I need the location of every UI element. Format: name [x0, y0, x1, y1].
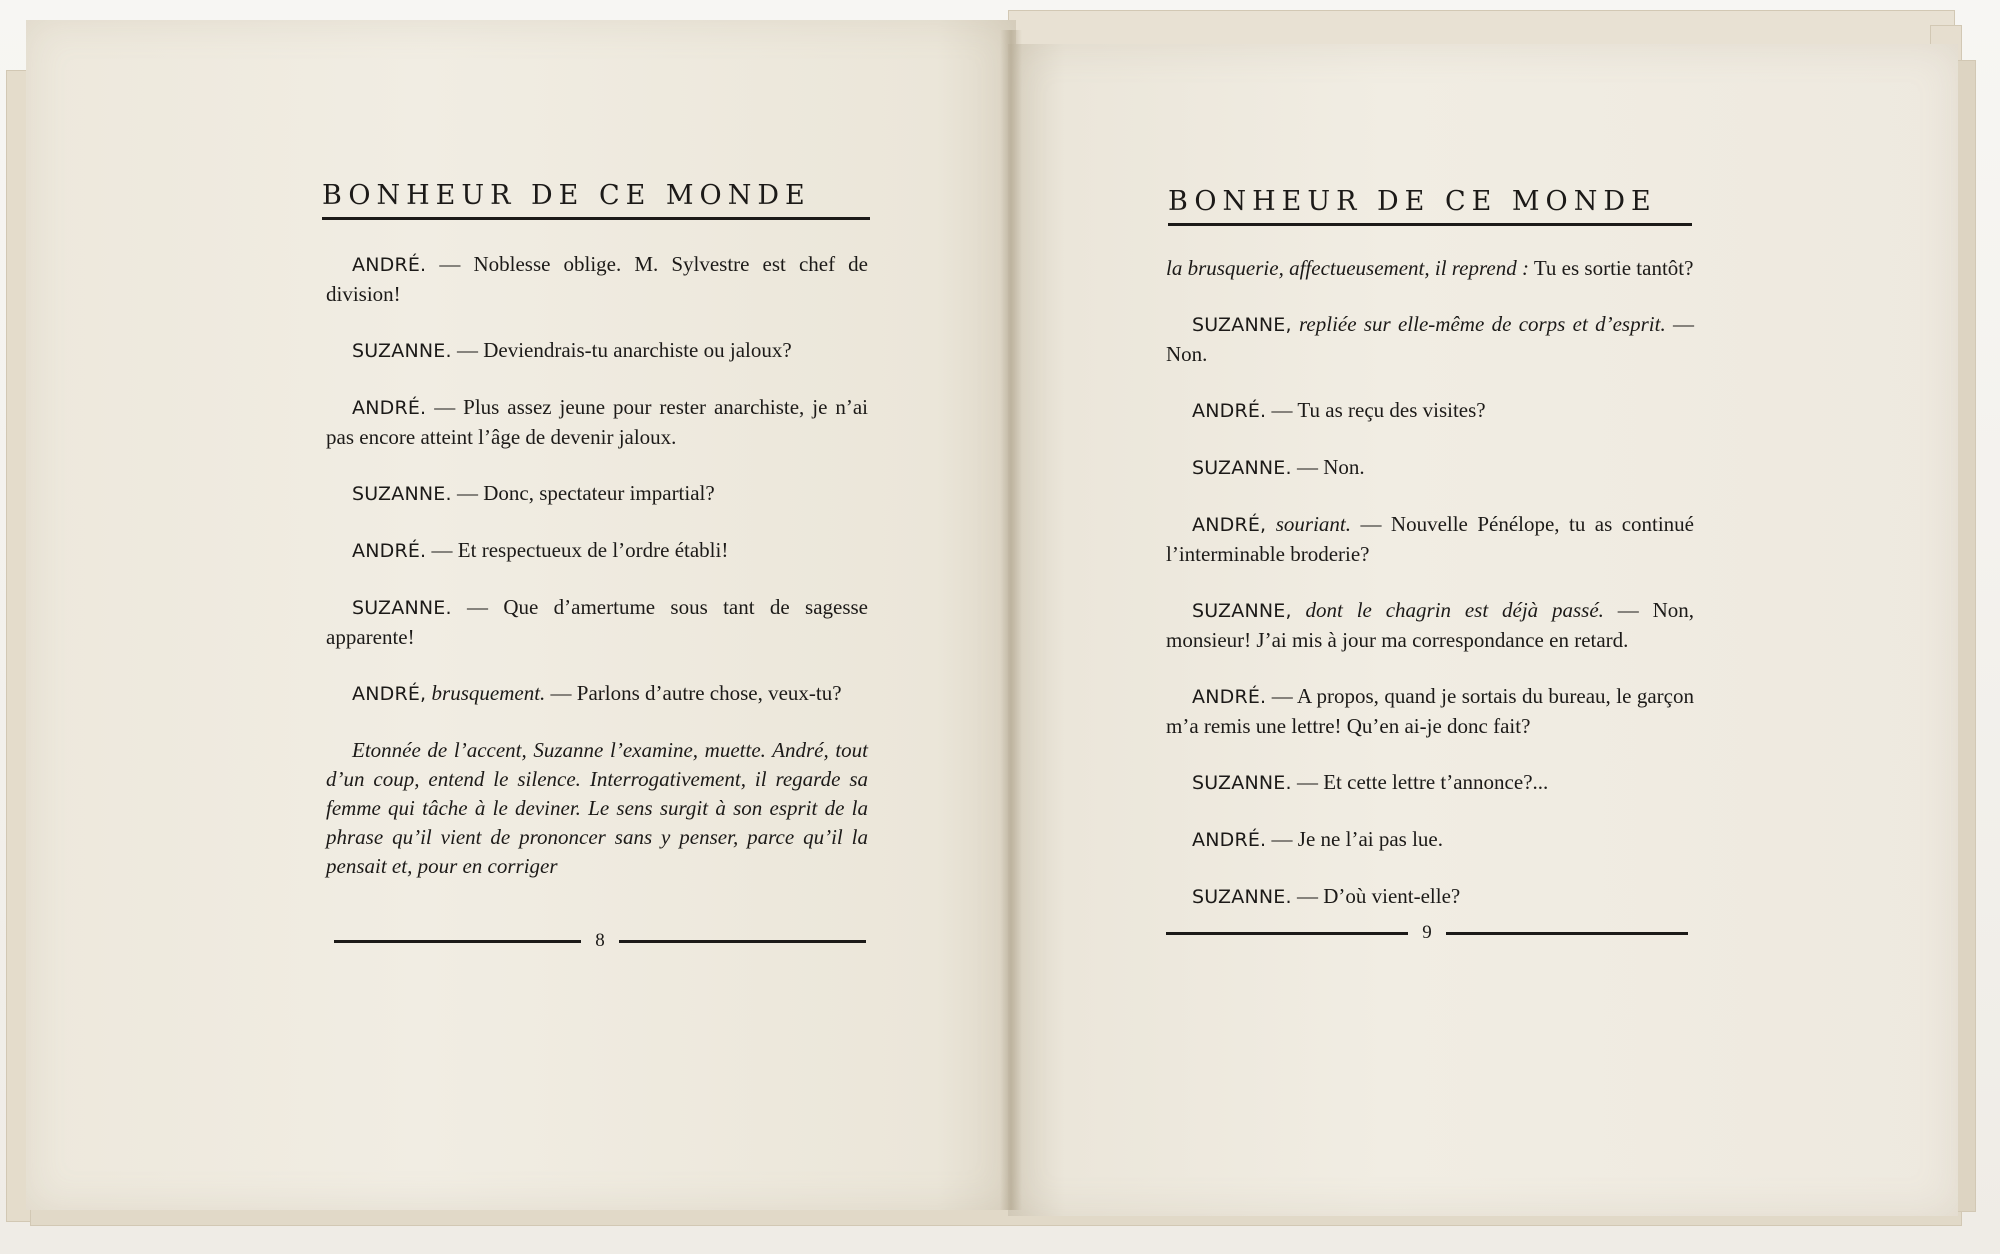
dialogue-line — [1166, 596, 1694, 655]
right-text-block — [1166, 254, 1694, 939]
dialogue-text: — Et cette lettre t’annonce?... — [1291, 770, 1549, 794]
speaker-name: SUZANNE. — [1192, 772, 1292, 794]
speaker-name: ANDRÉ, — [352, 683, 427, 705]
speaker-name: ANDRÉ. — [1192, 829, 1267, 851]
right-page-footer — [1166, 922, 1688, 944]
speaker-name: ANDRÉ. — [352, 254, 427, 276]
speaker-name: SUZANNE, — [1192, 314, 1292, 336]
speaker-name: ANDRÉ. — [1192, 686, 1267, 708]
right-running-head: BONHEUR DE CE MONDE — [1168, 186, 1692, 226]
speaker-name: SUZANNE. — [1192, 886, 1292, 908]
speaker-name: SUZANNE. — [352, 483, 452, 505]
dialogue-text: — Non. — [1291, 455, 1365, 479]
stage-direction-inline: souriant. — [1266, 512, 1352, 536]
dialogue-line — [326, 536, 868, 566]
stage-direction-paragraph: Etonnée de l’accent, Suzanne l’examine, muette. André, tout d’un coup, entend le silence. Interrogativement, il regarde sa femme qui tâche à le deviner. Le sens surgit à son esprit de la phrase qu’il vient de prononcer sans y penser, parce qu’il la pensait et, pour en corriger — [326, 738, 868, 878]
footer-rule — [1446, 932, 1688, 935]
stage-direction-inline: brusquement. — [426, 681, 546, 705]
dialogue-text: — Plus assez jeune pour rester anarchiste, je n’ai pas encore atteint l’âge de devenir jaloux. — [326, 395, 868, 449]
dialogue-line — [326, 250, 868, 309]
dialogue-line — [1166, 768, 1694, 798]
left-page-footer — [334, 930, 866, 952]
dialogue-text: — Non. — [1166, 312, 1695, 366]
speaker-name: SUZANNE. — [352, 597, 452, 619]
speaker-name: ANDRÉ. — [352, 540, 427, 562]
page-number: 9 — [1422, 922, 1432, 943]
dialogue-line — [326, 593, 868, 652]
stage-direction-inline: repliée sur elle-même de corps et d’esprit. — [1291, 312, 1666, 336]
speaker-name: ANDRÉ. — [1192, 400, 1267, 422]
continuation-line — [1166, 254, 1694, 283]
stage-direction-inline: dont le chagrin est déjà passé. — [1291, 598, 1604, 622]
footer-rule — [619, 940, 866, 943]
dialogue-text: — Noblesse oblige. M. Sylvestre est chef de division! — [326, 252, 868, 306]
dialogue-line — [1166, 510, 1694, 569]
dialogue-line — [326, 393, 868, 452]
dialogue-line — [326, 336, 868, 366]
dialogue-line — [1166, 825, 1694, 855]
page-number: 8 — [595, 930, 605, 951]
dialogue-text: — Et respectueux de l’ordre établi! — [426, 538, 729, 562]
dialogue-line — [1166, 682, 1694, 741]
footer-rule — [1166, 932, 1408, 935]
dialogue-line — [326, 479, 868, 509]
dialogue-line — [1166, 882, 1694, 912]
dialogue-text: — Nouvelle Pénélope, tu as continué l’interminable broderie? — [1166, 512, 1695, 566]
stage-direction-inline: la brusquerie, affectueusement, il reprend : — [1166, 256, 1529, 280]
dialogue-line — [1166, 310, 1694, 369]
dialogue-text: — Je ne l’ai pas lue. — [1266, 827, 1443, 851]
dialogue-line — [1166, 396, 1694, 426]
dialogue-text: — Parlons d’autre chose, veux-tu? — [545, 681, 842, 705]
dialogue-text: — A propos, quand je sortais du bureau, le garçon m’a remis une lettre! Qu’en ai-je donc fait? — [1166, 684, 1694, 738]
speaker-name: SUZANNE, — [1192, 600, 1292, 622]
dialogue-text: — Tu as reçu des visites? — [1266, 398, 1486, 422]
book-gutter — [1000, 30, 1022, 1210]
dialogue-text: — Non, monsieur! J’ai mis à jour ma correspondance en retard. — [1166, 598, 1694, 652]
speaker-name: ANDRÉ, — [1192, 514, 1267, 536]
dialogue-text: — D’où vient-elle? — [1291, 884, 1461, 908]
dialogue-text: — Deviendrais-tu anarchiste ou jaloux? — [451, 338, 792, 362]
dialogue-text: Tu es sortie tantôt? — [1528, 256, 1694, 280]
speaker-name: ANDRÉ. — [352, 397, 427, 419]
dialogue-text: — Donc, spectateur impartial? — [451, 481, 715, 505]
dialogue-line — [326, 679, 868, 709]
dialogue-line — [1166, 453, 1694, 483]
left-text-block — [326, 250, 868, 908]
left-running-head: BONHEUR DE CE MONDE — [322, 180, 870, 220]
footer-rule — [334, 940, 581, 943]
speaker-name: SUZANNE. — [1192, 457, 1292, 479]
dialogue-text: — Que d’amertume sous tant de sagesse apparente! — [326, 595, 868, 649]
speaker-name: SUZANNE. — [352, 340, 452, 362]
